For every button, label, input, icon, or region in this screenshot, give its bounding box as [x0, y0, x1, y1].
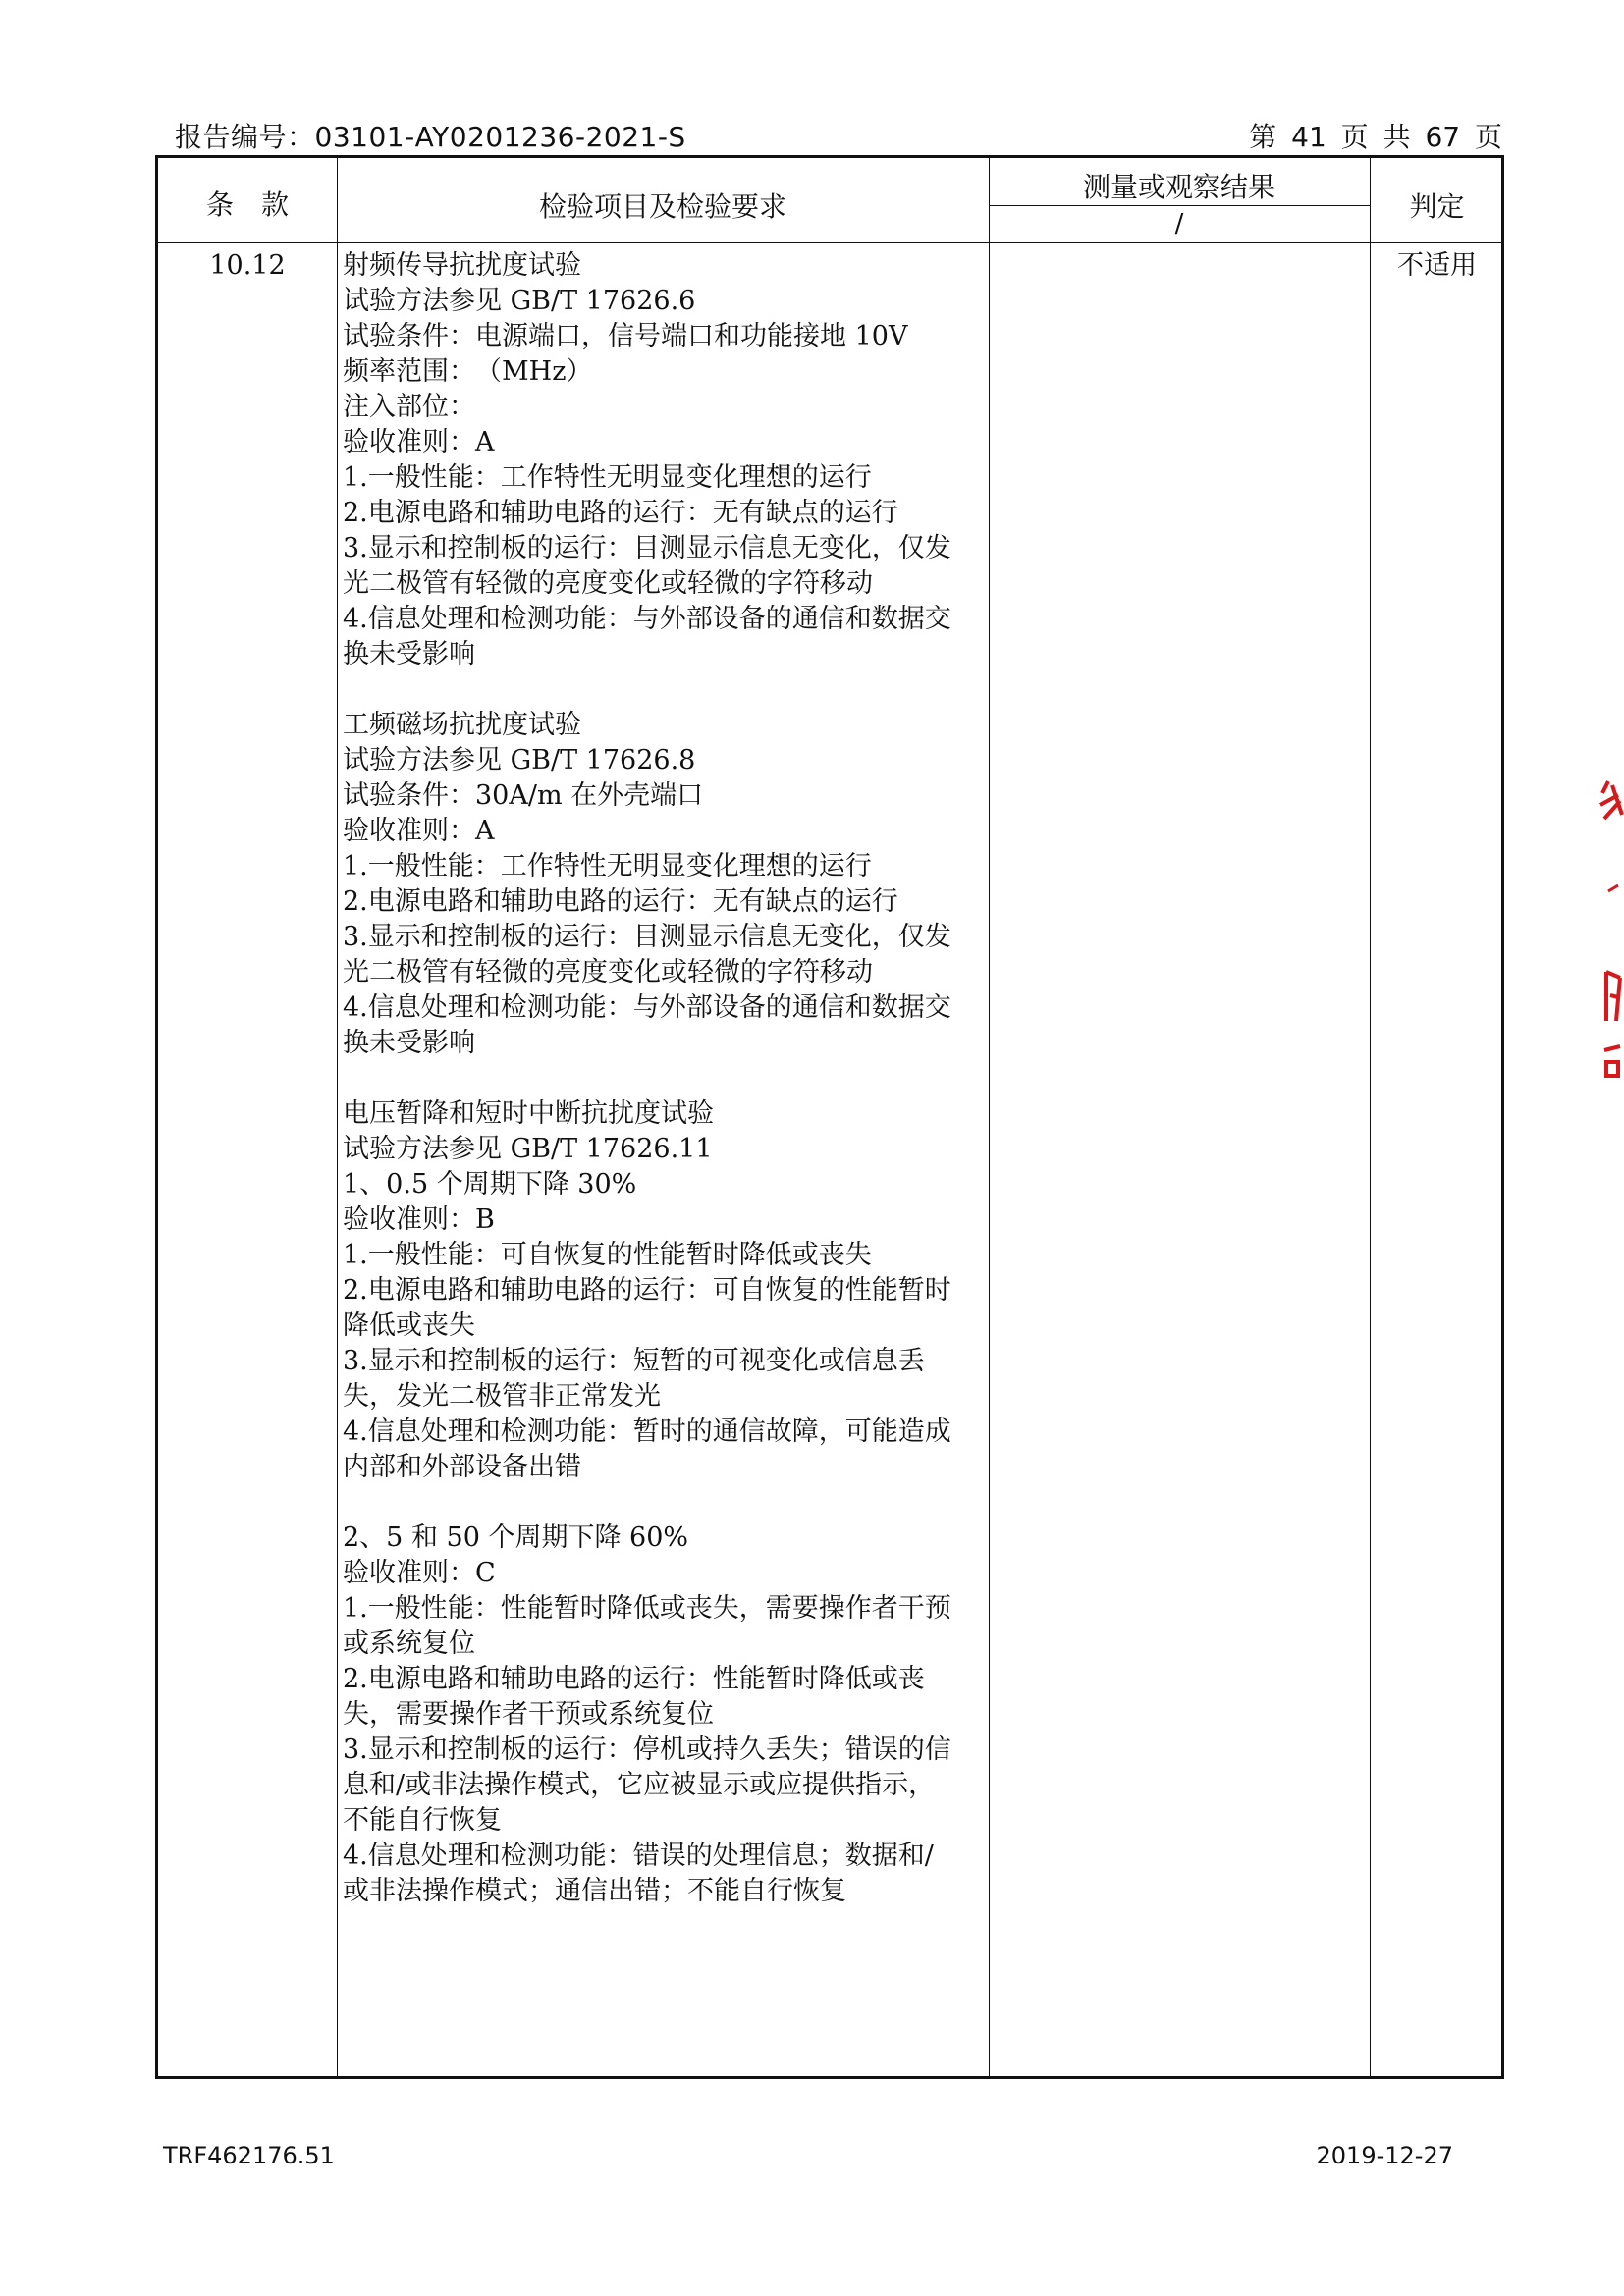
- requirement-line: 4.信息处理和检测功能：与外部设备的通信和数据交: [343, 992, 951, 1023]
- test-requirements: [343, 248, 983, 1945]
- requirement-line: 2.电源电路和辅助电路的运行：性能暂时降低或丧: [343, 1664, 925, 1694]
- requirement-line: 验收准则：A: [343, 816, 495, 846]
- requirement-line: 2.电源电路和辅助电路的运行：无有缺点的运行: [343, 886, 898, 917]
- requirement-line: 降低或丧失: [343, 1310, 475, 1341]
- requirement-line: 4.信息处理和检测功能：暂时的通信故障，可能造成: [343, 1416, 951, 1447]
- requirement-line: 换未受影响: [343, 1028, 475, 1058]
- column-divider: [989, 158, 990, 2076]
- clause-number: 10.12: [209, 250, 286, 281]
- form-number: TRF462176.51: [163, 2142, 335, 2169]
- subheader-divider: [989, 205, 1370, 206]
- report-number: 报告编号：03101-AY0201236-2021-S: [175, 121, 686, 153]
- requirement-line: 或非法操作模式；通信出错；不能自行恢复: [343, 1876, 846, 1906]
- requirement-line: 3.显示和控制板的运行：短暂的可视变化或信息丢: [343, 1346, 925, 1376]
- requirement-line: 2.电源电路和辅助电路的运行：可自恢复的性能暂时: [343, 1275, 951, 1306]
- verdict-value: 不适用: [1397, 250, 1477, 281]
- red-stamp-edge: [1598, 775, 1624, 1090]
- requirement-line: 光二极管有轻微的亮度变化或轻微的字符移动: [343, 957, 873, 988]
- requirement-line: 4.信息处理和检测功能：与外部设备的通信和数据交: [343, 604, 951, 634]
- requirement-line: 试验方法参见 GB/T 17626.11: [343, 1134, 713, 1164]
- requirement-line: 3.显示和控制板的运行：目测显示信息无变化，仅发: [343, 533, 951, 563]
- requirement-line: 1、0.5 个周期下降 30%: [343, 1169, 637, 1200]
- requirement-line: 换未受影响: [343, 639, 475, 669]
- requirement-line: 或系统复位: [343, 1629, 475, 1659]
- test-section: [343, 708, 983, 1061]
- requirement-line: 1.一般性能：工作特性无明显变化理想的运行: [343, 462, 872, 493]
- header-divider: [158, 242, 1501, 243]
- page-number: 第 41 页 共 67 页: [1249, 121, 1502, 153]
- requirement-line: 1.一般性能：可自恢复的性能暂时降低或丧失: [343, 1240, 872, 1270]
- requirement-line: 试验方法参见 GB/T 17626.8: [343, 745, 696, 775]
- requirement-line: 失，需要操作者干预或系统复位: [343, 1699, 714, 1730]
- form-date: 2019-12-27: [1316, 2142, 1453, 2169]
- requirement-line: 试验条件：30A/m 在外壳端口: [343, 780, 704, 811]
- test-title: 射频传导抗扰度试验: [343, 250, 581, 281]
- verdict-column-header: 判定: [1409, 190, 1465, 223]
- column-divider: [1370, 158, 1371, 2076]
- requirement-line: 不能自行恢复: [343, 1805, 502, 1836]
- requirement-line: 频率范围： （MHz）: [343, 356, 593, 387]
- requirement-line: 2、5 和 50 个周期下降 60%: [343, 1522, 689, 1553]
- test-title: 工频磁场抗扰度试验: [343, 710, 581, 740]
- test-section: [343, 1096, 983, 1485]
- test-title: 电压暂降和短时中断抗扰度试验: [343, 1098, 714, 1129]
- requirement-line: 验收准则：B: [343, 1204, 495, 1235]
- requirement-line: 失，发光二极管非正常发光: [343, 1381, 661, 1412]
- test-section: [343, 1521, 983, 1909]
- requirement-line: 息和/或非法操作模式，它应被显示或应提供指示，: [343, 1770, 936, 1800]
- requirement-line: 4.信息处理和检测功能：错误的处理信息；数据和/: [343, 1841, 934, 1871]
- requirement-line: 1.一般性能：工作特性无明显变化理想的运行: [343, 851, 872, 881]
- clause-column-header: 条 款: [205, 188, 289, 221]
- result-column-header: 测量或观察结果: [1082, 171, 1275, 203]
- requirement-line: 验收准则：A: [343, 427, 495, 457]
- requirement-line: 光二极管有轻微的亮度变化或轻微的字符移动: [343, 568, 873, 599]
- requirement-line: 试验方法参见 GB/T 17626.6: [343, 286, 696, 316]
- inspection-table: [155, 155, 1504, 2079]
- requirement-line: 1.一般性能：性能暂时降低或丧失，需要操作者干预: [343, 1593, 951, 1624]
- requirement-line: 3.显示和控制板的运行：停机或持久丢失；错误的信: [343, 1735, 951, 1765]
- item-column-header: 检验项目及检验要求: [538, 190, 786, 223]
- requirement-line: 注入部位：: [343, 392, 475, 422]
- requirement-line: 验收准则：C: [343, 1558, 496, 1588]
- column-divider: [337, 158, 338, 2076]
- result-column-subheader: /: [1174, 209, 1184, 239]
- requirement-line: 3.显示和控制板的运行：目测显示信息无变化，仅发: [343, 922, 951, 952]
- requirement-line: 内部和外部设备出错: [343, 1452, 581, 1482]
- test-section: [343, 248, 983, 672]
- requirement-line: 试验条件：电源端口，信号端口和功能接地 10V: [343, 321, 908, 351]
- requirement-line: 2.电源电路和辅助电路的运行：无有缺点的运行: [343, 498, 898, 528]
